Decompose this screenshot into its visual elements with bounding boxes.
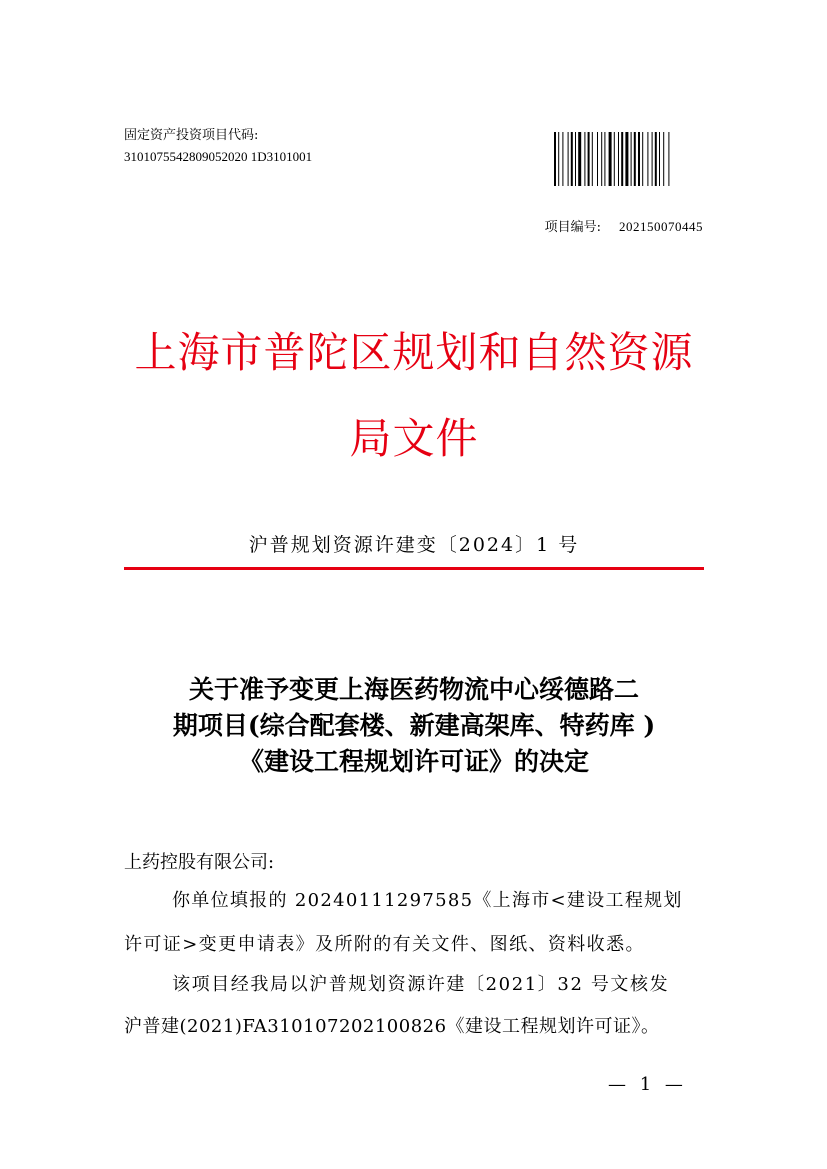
project-number-value: 202150070445 (619, 219, 703, 234)
red-divider (124, 567, 704, 570)
barcode-bar (578, 132, 581, 186)
barcode-bar (558, 132, 559, 186)
barcode-bar (554, 132, 556, 186)
barcode-bar (621, 132, 623, 186)
barcode-bar (592, 132, 593, 186)
barcode-bar (568, 132, 569, 186)
barcode-bar (618, 132, 619, 186)
barcode-bar (588, 132, 590, 186)
barcode-bar (575, 132, 576, 186)
agency-name-line2: 局文件 (349, 414, 479, 463)
barcode-bar (652, 132, 653, 186)
barcode-bar (625, 132, 628, 186)
barcode-bar (655, 132, 657, 186)
title-line3: 《建设工程规划许可证》的决定 (238, 747, 589, 776)
investment-code-value: 3101075542809052020 1D3101001 (124, 149, 313, 164)
barcode-bar (631, 132, 632, 186)
paragraph1-line2: 许可证>变更申请表》及所附的有关文件、图纸、资料收悉。 (124, 934, 645, 955)
barcode-bar (562, 132, 563, 186)
paragraph1-line1: 你单位填报的 20240111297585《上海市<建设工程规划 (172, 890, 683, 911)
barcode-bar (609, 132, 612, 186)
barcode-bar (634, 132, 636, 186)
barcode-bar (642, 132, 643, 186)
title-line1: 关于准予变更上海医药物流中心绥德路二 (188, 675, 639, 704)
agency-name-line1: 上海市普陀区规划和自然资源 (134, 328, 694, 377)
barcode-bar (614, 132, 615, 186)
project-number-label: 项目编号: (544, 220, 601, 235)
barcode-bar (638, 132, 640, 186)
barcode-bar (604, 132, 605, 186)
barcode-bar (659, 132, 660, 186)
barcode (554, 132, 704, 186)
addressee: 上药控股有限公司: (124, 852, 275, 873)
paragraph2-line2: 沪普建(2021)FA310107202100826《建设工程规划许可证》。 (124, 1016, 660, 1037)
title-line2: 期项目(综合配套楼、新建高架库、特药库 ) (172, 711, 656, 740)
document-number: 沪普规划资源许建变〔2024〕1 号 (248, 534, 580, 556)
barcode-bar (571, 132, 573, 186)
barcode-bar (647, 132, 648, 186)
barcode-bar (597, 132, 598, 186)
barcode-bar (668, 132, 669, 186)
barcode-bar (663, 132, 664, 186)
barcode-bar (584, 132, 585, 186)
project-number (545, 216, 703, 235)
investment-code-label: 固定资产投资项目代码: (124, 128, 259, 143)
barcode-bar (601, 132, 602, 186)
page-number: — 1 — (608, 1074, 687, 1095)
paragraph2-line1: 该项目经我局以沪普规划资源许建〔2021〕32 号文核发 (172, 974, 670, 995)
